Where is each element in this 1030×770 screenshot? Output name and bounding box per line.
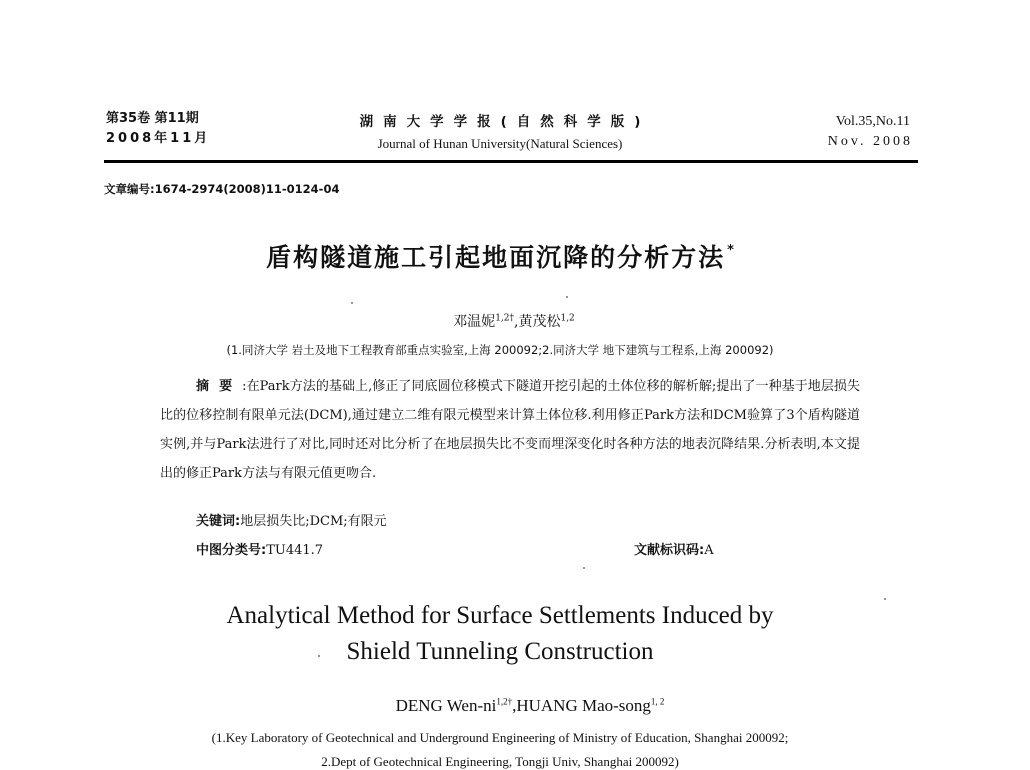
author1-cn: 邓温妮 [453, 314, 496, 330]
keywords-value: 地层损失比;DCM;有限元 [240, 514, 387, 529]
volume-issue-cn: 第35卷 第11期 [106, 111, 199, 126]
abstract-cn [160, 372, 860, 488]
author1-en-sup: 1,2† [496, 696, 513, 707]
date-cn: 2008年11月 [106, 131, 211, 146]
author-separator-en: , [512, 696, 517, 715]
abstract-label: 摘要 [196, 379, 243, 394]
author2-cn-sup: 1,2 [560, 313, 575, 324]
scan-speck [318, 655, 320, 657]
author1-cn-sup: 1,2† [495, 313, 515, 324]
abstract-text: :在Park方法的基础上,修正了同底圆位移模式下隧道开挖引起的土体位移的解析解;提出了一种基于地层损失比的位移控制有限单元法(DCM),通过建立二维有限元模型来计算土体位移.利用修正Park方法和DCM验算了3个盾构隧道实例,并与Park法进行了对比,同时还对比分析了在地层损失比不变而埋深变化时各种方法的地表沉降结果.分析表明,本文提出的修正Park方法与有限元值更吻合. [160, 379, 860, 481]
document-code-label: 文献标识码: [634, 543, 705, 558]
classification-label: 中图分类号: [196, 543, 267, 558]
title-cn-block [0, 238, 1000, 274]
header-divider [104, 160, 918, 163]
keywords [196, 510, 387, 529]
authors-cn [0, 311, 1014, 331]
journal-issue-info-en [827, 112, 913, 152]
classification-value: TU441.7 [266, 543, 324, 558]
author2-en-sup: 1, 2 [650, 696, 665, 707]
title-en-line1: Analytical Method for Surface Settlements Induced by [226, 602, 774, 629]
scan-speck [351, 302, 353, 304]
title-en [0, 598, 1000, 670]
journal-name-en: Journal of Hunan University(Natural Sciences) [377, 136, 623, 151]
author2-cn: 黄茂松 [518, 314, 561, 330]
title-en-line2: Shield Tunneling Construction [346, 638, 654, 665]
article-number: 文章编号:1674-2974(2008)11-0124-04 [104, 182, 340, 196]
date-en: Nov. 2008 [827, 134, 913, 149]
authors-en [0, 696, 1030, 716]
affiliation-cn: (1.同济大学 岩土及地下工程教育部重点实验室,上海 200092;2.同济大学 地下建筑与工程系,上海 200092) [226, 343, 774, 357]
scan-speck [884, 598, 886, 600]
keywords-label: 关键词: [196, 514, 241, 529]
title-cn-footnote-mark: * [727, 243, 734, 258]
author1-en: DENG Wen-ni [395, 696, 497, 715]
document-code [634, 539, 714, 558]
classification-number [196, 539, 323, 558]
scan-speck [566, 296, 568, 298]
affiliation-en-line2: 2.Dept of Geotechnical Engineering, Tongji Univ, Shanghai 200092) [321, 754, 679, 769]
document-code-value: A [704, 543, 714, 558]
affiliation-en-line1: (1.Key Laboratory of Geotechnical and Underground Engineering of Ministry of Education, Shanghai 200092; [211, 730, 789, 745]
author2-en: HUANG Mao-song [516, 696, 651, 715]
scan-speck [583, 567, 585, 569]
author-separator-cn: , [514, 314, 519, 330]
title-cn: 盾构隧道施工引起地面沉降的分析方法 [266, 243, 726, 272]
volume-issue-en: Vol.35,No.11 [835, 114, 910, 129]
journal-name-cn: 湖南大学学报(自然科学版) [359, 114, 651, 130]
